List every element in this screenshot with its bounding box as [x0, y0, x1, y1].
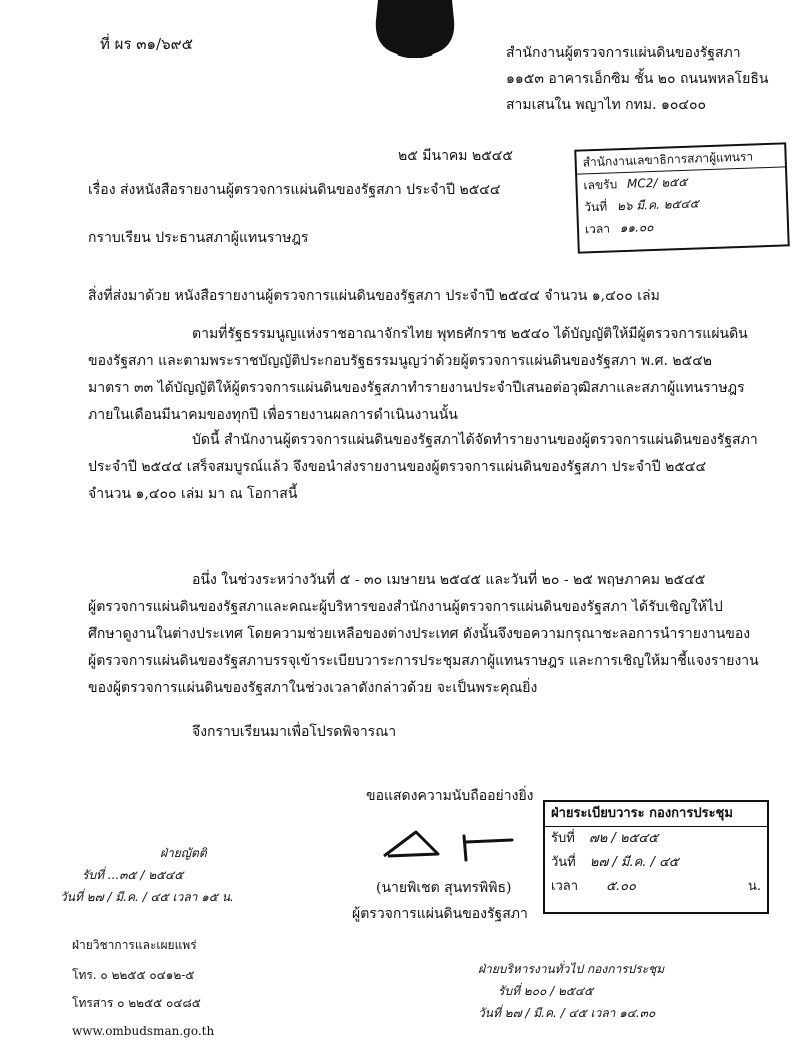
footer-phone: โทร. ๐ ๒๒๕๕ ๐๔๑๒-๕	[72, 968, 195, 982]
footer-fax: โทรสาร ๐ ๒๒๕๕ ๐๔๘๕	[72, 996, 201, 1010]
stamp-suffix: น.	[747, 879, 761, 894]
stamp-label: เลขรับ	[583, 177, 618, 193]
paragraph-line: บัดนี้ สำนักงานผู้ตรวจการแผ่นดินของรัฐสภาได้จัดทำรายงานของผู้ตรวจการแผ่นดินของรัฐสภา	[192, 432, 758, 448]
stamp-label: รับที่	[551, 831, 575, 846]
paragraph-line: ผู้ตรวจการแผ่นดินของรัฐสภาบรรจุเข้าระเบียบวาระการประชุมสภาผู้แทนราษฎร และการเชิญให้มาชี้แจงรายงาน	[88, 653, 759, 669]
reference-number: ที่ ผร ๓๑/๖๙๕	[100, 35, 193, 53]
address-line: สำนักงานผู้ตรวจการแผ่นดินของรัฐสภา	[506, 45, 741, 61]
stamp-label: วันที่	[551, 855, 576, 870]
stamp-label: วันที่	[584, 199, 608, 215]
stamp-value: ๒๖ มี.ค. ๒๕๔๕	[616, 196, 700, 214]
signer-title: ผู้ตรวจการแผ่นดินของรัฐสภา	[352, 906, 528, 922]
body-paragraph-3	[88, 567, 768, 702]
stamp-title: ฝ่ายระเบียบวาระ กองการประชุม	[545, 802, 767, 827]
body-paragraph-1	[88, 321, 768, 429]
enclosure-line: สิ่งที่ส่งมาด้วย หนังสือรายงานผู้ตรวจการแผ่นดินของรัฐสภา ประจำปี ๒๕๔๔ จำนวน ๑,๔๐๐ เล่ม	[88, 288, 660, 304]
stamp-row: วันที่ ๒๗ / มี.ค. / ๔๕ เวลา ๑๔.๓๐	[478, 1006, 656, 1020]
paragraph-line: ประจำปี ๒๕๔๔ เสร็จสมบูรณ์แล้ว จึงขอนำส่งรายงานของผู้ตรวจการแผ่นดินของรัฐสภา ประจำปี ๒๕๔๔	[88, 459, 707, 475]
footer-website: www.ombudsman.go.th	[72, 1024, 215, 1038]
stamp-value: ๗๒ / ๒๕๔๕	[588, 831, 659, 846]
stamp-value: ๒๗ / มี.ค. / ๔๕	[589, 855, 679, 870]
stamp-label: เวลา	[551, 879, 579, 894]
stamp-row: วันที่ ๒๗ / มี.ค. / ๔๕ เวลา ๑๕ น.	[60, 890, 234, 904]
stamp-row: รับที่ ๒๐๐ / ๒๕๔๕	[498, 984, 594, 998]
sender-address	[506, 40, 769, 118]
garuda-emblem	[368, 0, 462, 58]
paragraph-line: มาตรา ๓๓ ได้บัญญัติให้ผู้ตรวจการแผ่นดินของรัฐสภาทำรายงานประจำปีเสนอต่อวุฒิสภาและสภาผู้แทนราษฎร	[88, 380, 745, 396]
received-stamp-admin	[478, 958, 778, 1024]
stamp-title: สำนักงานเลขาธิการสภาผู้แทนรา	[576, 144, 785, 174]
closing-phrase: ขอแสดงความนับถืออย่างยิ่ง	[366, 788, 534, 804]
stamp-row: ฝ่ายบริหารงานทั่วไป กองการประชุม	[478, 962, 665, 976]
paragraph-line: อนึ่ง ในช่วงระหว่างวันที่ ๕ - ๓๐ เมษายน ๒๕๔๕ และวันที่ ๒๐ - ๒๕ พฤษภาคม ๒๕๔๕	[192, 572, 706, 588]
address-line: ๑๑๕๓ อาคารเอ็กซิม ชั้น ๒๐ ถนนพหลโยธิน	[506, 71, 769, 87]
signer-name: (นายพิเชต สุนทรพิพิธ)	[376, 880, 512, 896]
stamp-title: ฝ่ายญัตติ	[160, 846, 207, 860]
letter-date: ๒๕ มีนาคม ๒๕๔๕	[398, 148, 513, 164]
footer-department: ฝ่ายวิชาการและเผยแพร่	[72, 938, 197, 952]
paragraph-line: จำนวน ๑,๔๐๐ เล่ม มา ณ โอกาสนี้	[88, 486, 298, 502]
paragraph-line: ของรัฐสภา และตามพระราชบัญญัติประกอบรัฐธรรมนูญว่าด้วยผู้ตรวจการแผ่นดินของรัฐสภา พ.ศ. ๒๕๔๒	[88, 353, 713, 369]
stamp-row: รับที่ ...๓๕ / ๒๕๔๕	[82, 868, 184, 882]
address-line: สามเสนใน พญาไท กทม. ๑๐๔๐๐	[506, 97, 707, 113]
body-paragraph-2	[88, 427, 768, 508]
received-stamp-motions	[60, 842, 300, 908]
salutation: กราบเรียน ประธานสภาผู้แทนราษฎร	[88, 230, 309, 246]
paragraph-line: ของผู้ตรวจการแผ่นดินของรัฐสภาในช่วงเวลาดังกล่าวด้วย จะเป็นพระคุณยิ่ง	[88, 680, 538, 696]
subject-line: เรื่อง ส่งหนังสือรายงานผู้ตรวจการแผ่นดินของรัฐสภา ประจำปี ๒๕๔๔	[88, 182, 501, 198]
paragraph-line: ศึกษาดูงานในต่างประเทศ โดยความช่วยเหลือของต่างประเทศ ดังนั้นจึงขอความกรุณาชะลอการนำรายงานของ	[88, 626, 751, 642]
stamp-value: ๕.๐๐	[606, 879, 636, 894]
received-stamp-secretariat	[574, 142, 790, 253]
stamp-value: MC2/ ๒๕๕	[626, 174, 688, 191]
received-stamp-agenda	[543, 800, 769, 914]
paragraph-line: ภายในเดือนมีนาคมของทุกปี เพื่อรายงานผลการดำเนินงานนั้น	[88, 407, 458, 423]
paragraph-line: ตามที่รัฐธรรมนูญแห่งราชอาณาจักรไทย พุทธศักราช ๒๕๔๐ ได้บัญญัติให้มีผู้ตรวจการแผ่นดิน	[192, 326, 748, 342]
handwritten-signature	[380, 826, 520, 866]
paragraph-line: ผู้ตรวจการแผ่นดินของรัฐสภาและคณะผู้บริหารของสำนักงานผู้ตรวจการแผ่นดินของรัฐสภา ได้รับเชิญให้ไป	[88, 599, 723, 615]
stamp-label: เวลา	[584, 221, 611, 237]
stamp-value: ๑๑.๐๐	[619, 220, 654, 236]
closing-request: จึงกราบเรียนมาเพื่อโปรดพิจารณา	[192, 724, 397, 740]
